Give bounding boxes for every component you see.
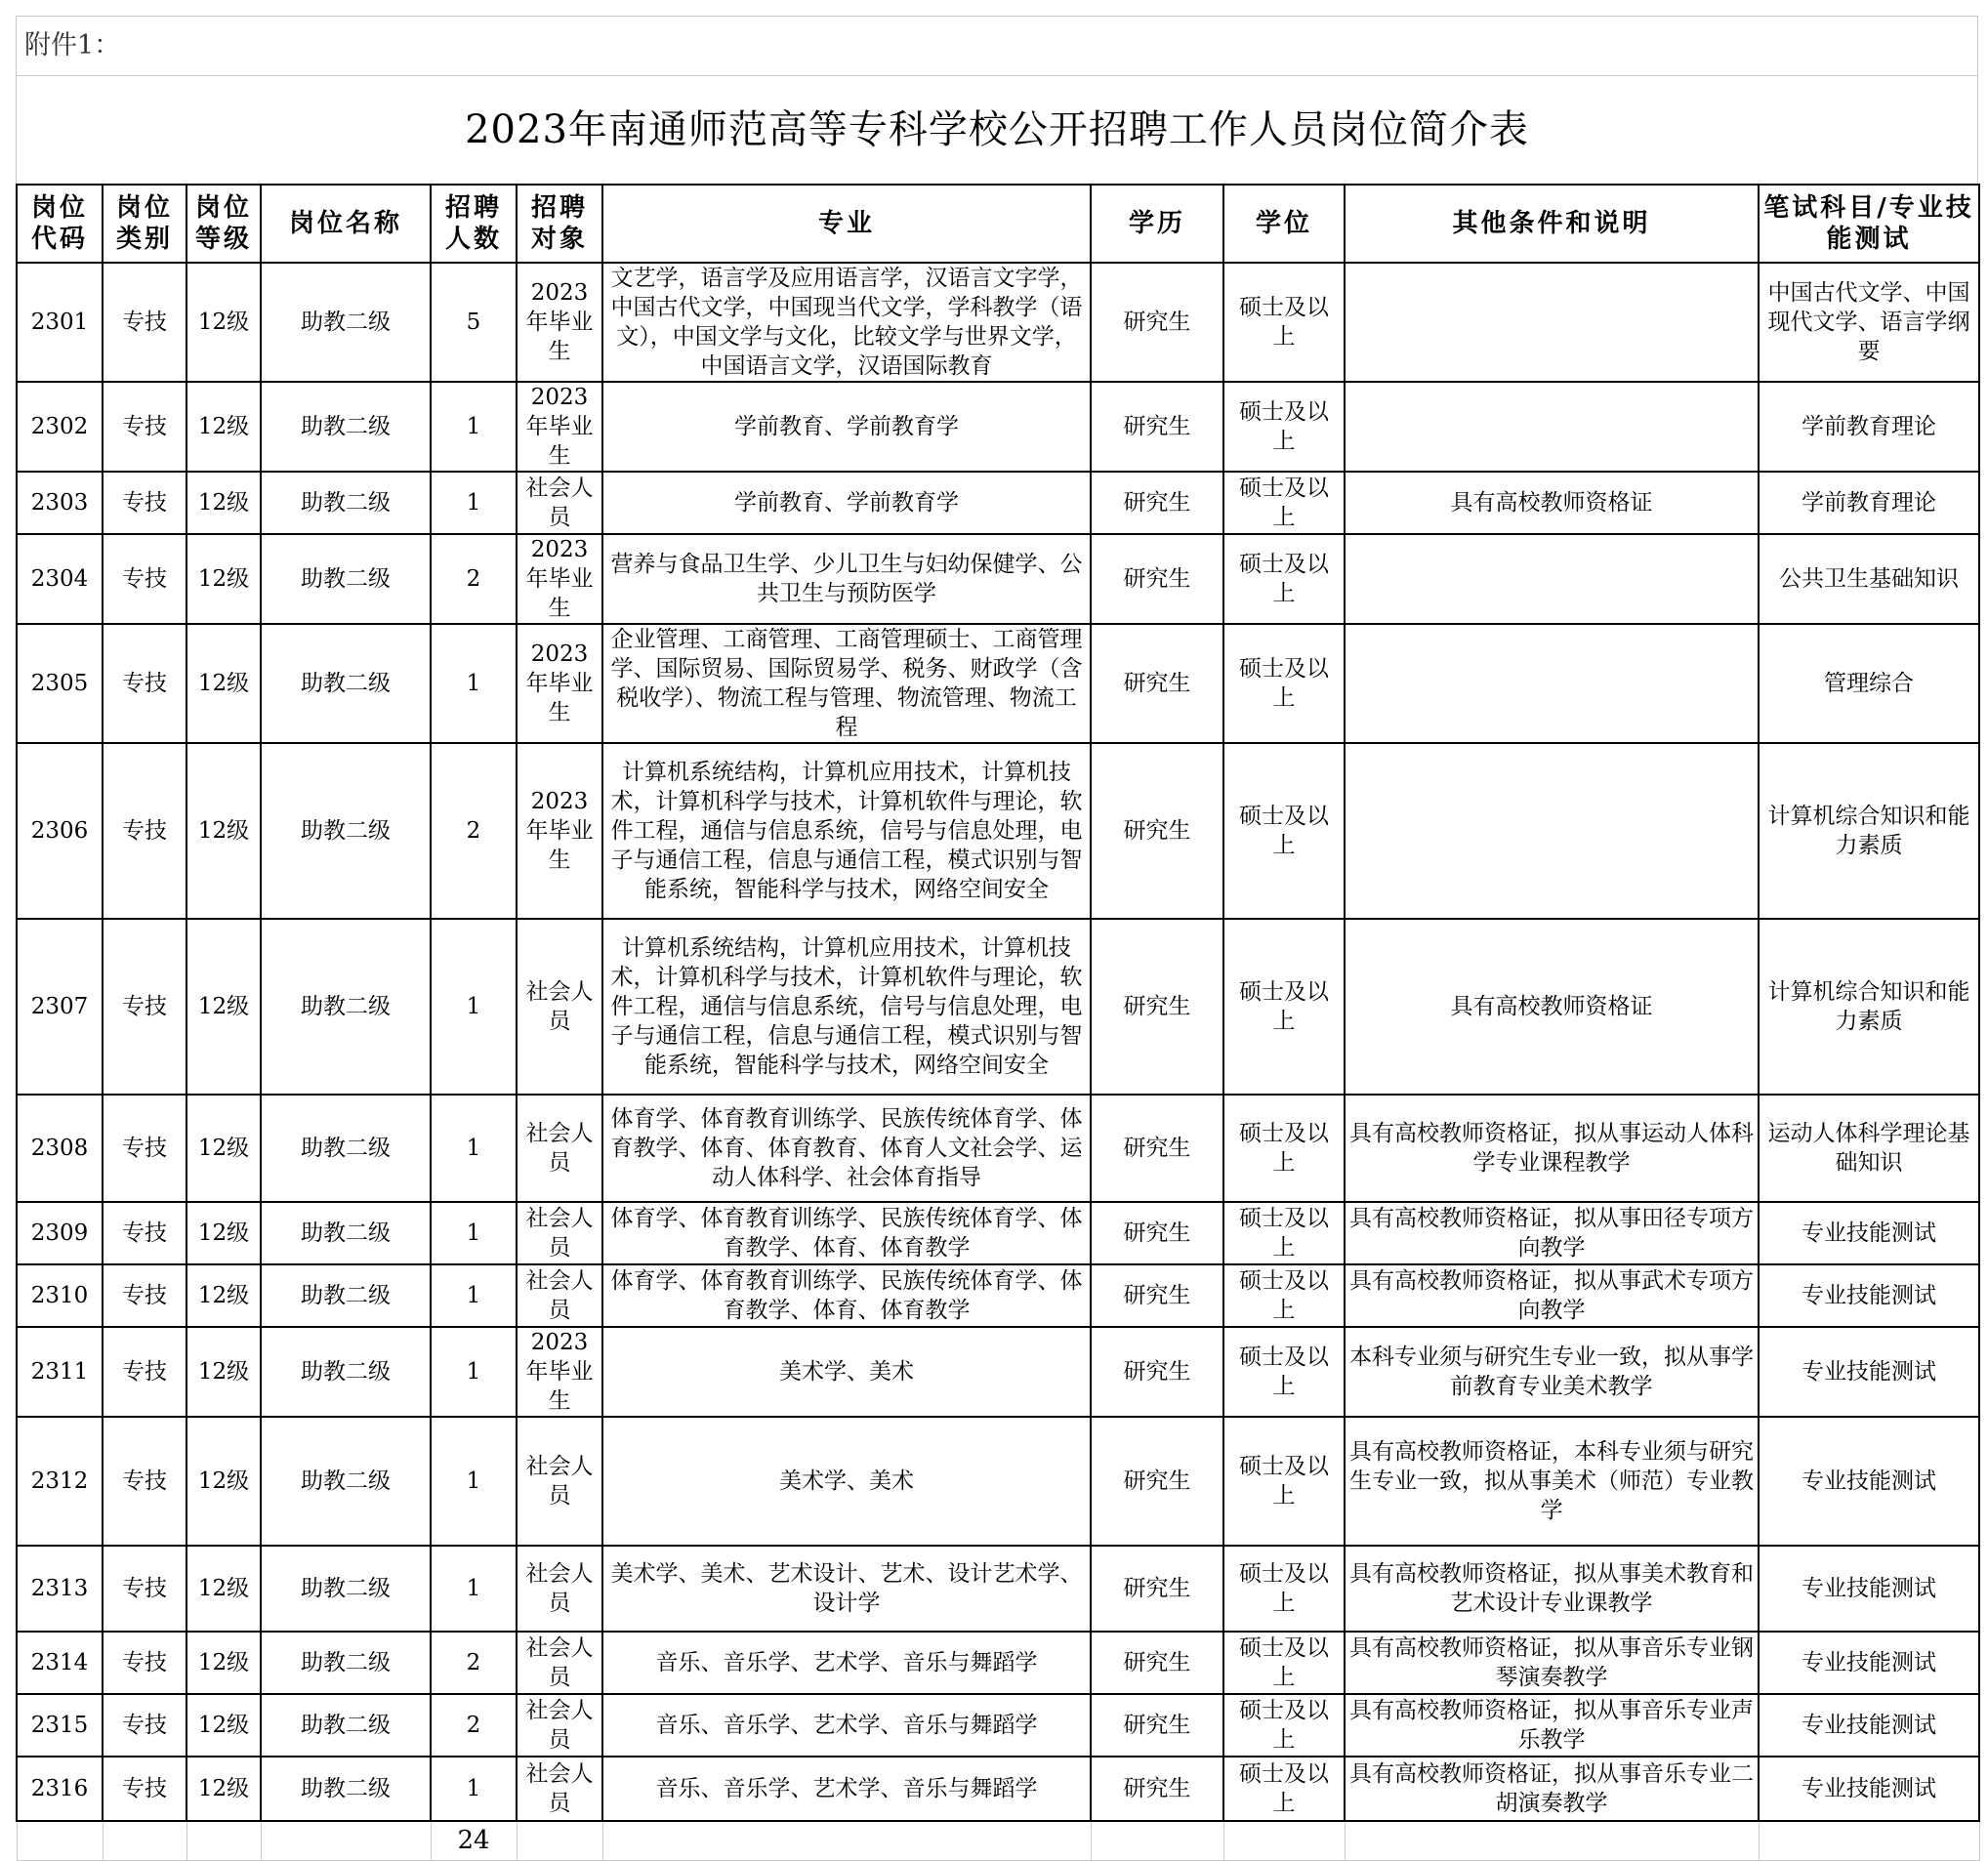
cell-conditions: 具有高校教师资格证，拟从事运动人体科学专业课程教学 (1345, 1095, 1759, 1202)
cell-level: 12级 (186, 624, 261, 743)
cell-exam: 计算机综合知识和能力素质 (1759, 919, 1979, 1095)
cell-degree: 硕士及以上 (1223, 1327, 1345, 1417)
cell-code: 2305 (17, 624, 103, 743)
cell-major: 体育学、体育教育训练学、民族传统体育学、体育教学、体育、体育教学 (602, 1264, 1091, 1327)
table-row (17, 1264, 1979, 1327)
cell-major: 音乐、音乐学、艺术学、音乐与舞蹈学 (602, 1632, 1091, 1694)
cell-conditions (1345, 382, 1759, 472)
cell-exam: 学前教育理论 (1759, 472, 1979, 534)
cell-count: 1 (431, 1202, 517, 1264)
cell-level: 12级 (186, 472, 261, 534)
cell-name: 助教二级 (261, 1417, 431, 1546)
cell-education: 研究生 (1091, 919, 1223, 1095)
cell-level: 12级 (186, 1417, 261, 1546)
cell-major: 计算机系统结构，计算机应用技术，计算机技术，计算机科学与技术，计算机软件与理论，软件工程，通信与信息系统，信号与信息处理，电子与通信工程，信息与通信工程，模式识别与智能系统，智能科学与技术，网络空间安全 (602, 919, 1091, 1095)
cell-major: 营养与食品卫生学、少儿卫生与妇幼保健学、公共卫生与预防医学 (602, 534, 1091, 624)
cell-count: 1 (431, 1417, 517, 1546)
cell-category: 专技 (103, 1264, 186, 1327)
cell-code: 2311 (17, 1327, 103, 1417)
cell-level: 12级 (186, 534, 261, 624)
footer-row (17, 1821, 1979, 1860)
cell-count: 2 (431, 1632, 517, 1694)
cell-conditions: 具有高校教师资格证 (1345, 919, 1759, 1095)
cell-education: 研究生 (1091, 1757, 1223, 1821)
table-row (17, 1417, 1979, 1546)
cell-category: 专技 (103, 1632, 186, 1694)
cell-count: 1 (431, 1327, 517, 1417)
header-major: 专业 (602, 185, 1091, 263)
cell-category: 专技 (103, 472, 186, 534)
table-row (17, 624, 1979, 743)
cell-count: 5 (431, 263, 517, 382)
cell-category: 专技 (103, 382, 186, 472)
cell-conditions (1345, 624, 1759, 743)
cell-degree: 硕士及以上 (1223, 263, 1345, 382)
cell-degree: 硕士及以上 (1223, 534, 1345, 624)
cell-name: 助教二级 (261, 1327, 431, 1417)
attachment-label: 附件1： (16, 16, 1978, 75)
cell-code: 2310 (17, 1264, 103, 1327)
cell-exam: 专业技能测试 (1759, 1757, 1979, 1821)
cell-conditions: 具有高校教师资格证，拟从事武术专项方向教学 (1345, 1264, 1759, 1327)
cell-code: 2309 (17, 1202, 103, 1264)
cell-degree: 硕士及以上 (1223, 1546, 1345, 1632)
cell-code: 2306 (17, 743, 103, 919)
table-row (17, 1327, 1979, 1417)
cell-conditions: 具有高校教师资格证，拟从事田径专项方向教学 (1345, 1202, 1759, 1264)
cell-conditions (1345, 743, 1759, 919)
cell-target: 社会人员 (517, 1264, 602, 1327)
cell-major: 文艺学，语言学及应用语言学，汉语言文字学，中国古代文学，中国现当代文学，学科教学（语文），中国文学与文化，比较文学与世界文学，中国语言文学，汉语国际教育 (602, 263, 1091, 382)
table-row (17, 1546, 1979, 1632)
cell-category: 专技 (103, 1757, 186, 1821)
cell-category: 专技 (103, 1546, 186, 1632)
table-row (17, 472, 1979, 534)
cell-education: 研究生 (1091, 1632, 1223, 1694)
table-row (17, 1632, 1979, 1694)
cell-name: 助教二级 (261, 1757, 431, 1821)
cell-degree: 硕士及以上 (1223, 1632, 1345, 1694)
cell-name: 助教二级 (261, 919, 431, 1095)
cell-count: 2 (431, 1694, 517, 1757)
table-row (17, 263, 1979, 382)
header-conditions: 其他条件和说明 (1345, 185, 1759, 263)
cell-degree: 硕士及以上 (1223, 743, 1345, 919)
table-row (17, 1694, 1979, 1757)
cell-exam: 专业技能测试 (1759, 1632, 1979, 1694)
cell-name: 助教二级 (261, 624, 431, 743)
cell-count: 1 (431, 382, 517, 472)
cell-name: 助教二级 (261, 382, 431, 472)
cell-target: 社会人员 (517, 1694, 602, 1757)
cell-count: 2 (431, 743, 517, 919)
cell-target: 2023年毕业生 (517, 534, 602, 624)
cell-target: 社会人员 (517, 1095, 602, 1202)
cell-major: 学前教育、学前教育学 (602, 382, 1091, 472)
cell-education: 研究生 (1091, 472, 1223, 534)
header-level: 岗位等级 (186, 185, 261, 263)
cell-exam: 专业技能测试 (1759, 1417, 1979, 1546)
cell-conditions (1345, 263, 1759, 382)
cell-count: 1 (431, 472, 517, 534)
header-degree: 学位 (1223, 185, 1345, 263)
cell-conditions: 具有高校教师资格证，拟从事音乐专业声乐教学 (1345, 1694, 1759, 1757)
cell-code: 2313 (17, 1546, 103, 1632)
cell-major: 体育学、体育教育训练学、民族传统体育学、体育教学、体育、体育教学 (602, 1202, 1091, 1264)
cell-conditions: 具有高校教师资格证，拟从事音乐专业钢琴演奏教学 (1345, 1632, 1759, 1694)
cell-level: 12级 (186, 1327, 261, 1417)
table-row (17, 919, 1979, 1095)
cell-target: 社会人员 (517, 472, 602, 534)
cell-code: 2314 (17, 1632, 103, 1694)
cell-level: 12级 (186, 919, 261, 1095)
cell-exam: 专业技能测试 (1759, 1327, 1979, 1417)
cell-count: 1 (431, 919, 517, 1095)
table-row (17, 1202, 1979, 1264)
cell-name: 助教二级 (261, 743, 431, 919)
table-row (17, 1757, 1979, 1821)
cell-name: 助教二级 (261, 534, 431, 624)
cell-exam: 计算机综合知识和能力素质 (1759, 743, 1979, 919)
cell-target: 社会人员 (517, 919, 602, 1095)
cell-major: 体育学、体育教育训练学、民族传统体育学、体育教学、体育、体育教育、体育人文社会学、运动人体科学、社会体育指导 (602, 1095, 1091, 1202)
cell-degree: 硕士及以上 (1223, 919, 1345, 1095)
cell-degree: 硕士及以上 (1223, 1417, 1345, 1546)
cell-level: 12级 (186, 1095, 261, 1202)
cell-category: 专技 (103, 1417, 186, 1546)
cell-education: 研究生 (1091, 743, 1223, 919)
positions-table (16, 184, 1980, 1861)
cell-major: 音乐、音乐学、艺术学、音乐与舞蹈学 (602, 1757, 1091, 1821)
cell-count: 1 (431, 1546, 517, 1632)
cell-code: 2307 (17, 919, 103, 1095)
cell-category: 专技 (103, 743, 186, 919)
cell-code: 2302 (17, 382, 103, 472)
cell-conditions: 具有高校教师资格证，本科专业须与研究生专业一致，拟从事美术（师范）专业教学 (1345, 1417, 1759, 1546)
header-count: 招聘人数 (431, 185, 517, 263)
cell-level: 12级 (186, 1694, 261, 1757)
cell-target: 2023年毕业生 (517, 743, 602, 919)
cell-target: 2023年毕业生 (517, 624, 602, 743)
cell-level: 12级 (186, 1632, 261, 1694)
cell-exam: 管理综合 (1759, 624, 1979, 743)
cell-major: 计算机系统结构，计算机应用技术，计算机技术，计算机科学与技术，计算机软件与理论，软件工程，通信与信息系统，信号与信息处理，电子与通信工程，信息与通信工程，模式识别与智能系统，智能科学与技术，网络空间安全 (602, 743, 1091, 919)
cell-count: 2 (431, 534, 517, 624)
cell-level: 12级 (186, 743, 261, 919)
header-education: 学历 (1091, 185, 1223, 263)
cell-degree: 硕士及以上 (1223, 1095, 1345, 1202)
cell-degree: 硕士及以上 (1223, 472, 1345, 534)
cell-category: 专技 (103, 534, 186, 624)
cell-major: 音乐、音乐学、艺术学、音乐与舞蹈学 (602, 1694, 1091, 1757)
cell-count: 1 (431, 1095, 517, 1202)
header-exam: 笔试科目/专业技能测试 (1759, 185, 1979, 263)
cell-code: 2308 (17, 1095, 103, 1202)
spreadsheet (16, 16, 1978, 1861)
cell-education: 研究生 (1091, 534, 1223, 624)
cell-conditions: 具有高校教师资格证，拟从事美术教育和艺术设计专业课教学 (1345, 1546, 1759, 1632)
header-row (17, 185, 1979, 263)
cell-degree: 硕士及以上 (1223, 1757, 1345, 1821)
cell-name: 助教二级 (261, 472, 431, 534)
cell-name: 助教二级 (261, 1694, 431, 1757)
cell-name: 助教二级 (261, 263, 431, 382)
cell-target: 社会人员 (517, 1632, 602, 1694)
cell-major: 学前教育、学前教育学 (602, 472, 1091, 534)
cell-major: 美术学、美术、艺术设计、艺术、设计艺术学、设计学 (602, 1546, 1091, 1632)
cell-category: 专技 (103, 919, 186, 1095)
cell-exam: 专业技能测试 (1759, 1264, 1979, 1327)
cell-degree: 硕士及以上 (1223, 382, 1345, 472)
cell-conditions (1345, 534, 1759, 624)
cell-level: 12级 (186, 1202, 261, 1264)
cell-target: 社会人员 (517, 1757, 602, 1821)
cell-level: 12级 (186, 1264, 261, 1327)
cell-education: 研究生 (1091, 1264, 1223, 1327)
cell-name: 助教二级 (261, 1095, 431, 1202)
cell-name: 助教二级 (261, 1202, 431, 1264)
cell-level: 12级 (186, 1546, 261, 1632)
cell-name: 助教二级 (261, 1632, 431, 1694)
table-row (17, 382, 1979, 472)
cell-degree: 硕士及以上 (1223, 624, 1345, 743)
cell-code: 2301 (17, 263, 103, 382)
cell-target: 2023年毕业生 (517, 1327, 602, 1417)
cell-code: 2316 (17, 1757, 103, 1821)
cell-conditions: 具有高校教师资格证，拟从事音乐专业二胡演奏教学 (1345, 1757, 1759, 1821)
cell-category: 专技 (103, 263, 186, 382)
table-row (17, 534, 1979, 624)
cell-degree: 硕士及以上 (1223, 1264, 1345, 1327)
cell-code: 2315 (17, 1694, 103, 1757)
cell-target: 2023年毕业生 (517, 263, 602, 382)
cell-education: 研究生 (1091, 1417, 1223, 1546)
page-title: 2023年南通师范高等专科学校公开招聘工作人员岗位简介表 (16, 75, 1978, 184)
cell-exam: 公共卫生基础知识 (1759, 534, 1979, 624)
cell-level: 12级 (186, 1757, 261, 1821)
cell-education: 研究生 (1091, 263, 1223, 382)
cell-exam: 运动人体科学理论基础知识 (1759, 1095, 1979, 1202)
cell-exam: 专业技能测试 (1759, 1694, 1979, 1757)
cell-exam: 中国古代文学、中国现代文学、语言学纲要 (1759, 263, 1979, 382)
cell-name: 助教二级 (261, 1264, 431, 1327)
cell-exam: 学前教育理论 (1759, 382, 1979, 472)
header-code: 岗位代码 (17, 185, 103, 263)
cell-name: 助教二级 (261, 1546, 431, 1632)
cell-major: 企业管理、工商管理、工商管理硕士、工商管理学、国际贸易、国际贸易学、税务、财政学（含税收学）、物流工程与管理、物流管理、物流工程 (602, 624, 1091, 743)
cell-major: 美术学、美术 (602, 1417, 1091, 1546)
cell-category: 专技 (103, 1202, 186, 1264)
cell-code: 2304 (17, 534, 103, 624)
cell-target: 2023年毕业生 (517, 382, 602, 472)
cell-exam: 专业技能测试 (1759, 1546, 1979, 1632)
cell-count: 1 (431, 1264, 517, 1327)
cell-education: 研究生 (1091, 1546, 1223, 1632)
cell-level: 12级 (186, 263, 261, 382)
cell-degree: 硕士及以上 (1223, 1202, 1345, 1264)
cell-target: 社会人员 (517, 1546, 602, 1632)
cell-category: 专技 (103, 1095, 186, 1202)
cell-degree: 硕士及以上 (1223, 1694, 1345, 1757)
cell-education: 研究生 (1091, 624, 1223, 743)
header-name: 岗位名称 (261, 185, 431, 263)
cell-target: 社会人员 (517, 1417, 602, 1546)
cell-category: 专技 (103, 1694, 186, 1757)
cell-exam: 专业技能测试 (1759, 1202, 1979, 1264)
cell-category: 专技 (103, 1327, 186, 1417)
cell-education: 研究生 (1091, 1095, 1223, 1202)
cell-conditions: 具有高校教师资格证 (1345, 472, 1759, 534)
cell-count: 1 (431, 1757, 517, 1821)
table-row (17, 1095, 1979, 1202)
header-category: 岗位类别 (103, 185, 186, 263)
cell-education: 研究生 (1091, 1327, 1223, 1417)
cell-education: 研究生 (1091, 1202, 1223, 1264)
cell-target: 社会人员 (517, 1202, 602, 1264)
cell-count: 1 (431, 624, 517, 743)
cell-education: 研究生 (1091, 1694, 1223, 1757)
cell-education: 研究生 (1091, 382, 1223, 472)
total-count: 24 (431, 1821, 517, 1860)
table-row (17, 743, 1979, 919)
cell-major: 美术学、美术 (602, 1327, 1091, 1417)
cell-code: 2312 (17, 1417, 103, 1546)
cell-level: 12级 (186, 382, 261, 472)
cell-code: 2303 (17, 472, 103, 534)
header-target: 招聘对象 (517, 185, 602, 263)
cell-conditions: 本科专业须与研究生专业一致，拟从事学前教育专业美术教学 (1345, 1327, 1759, 1417)
cell-category: 专技 (103, 624, 186, 743)
